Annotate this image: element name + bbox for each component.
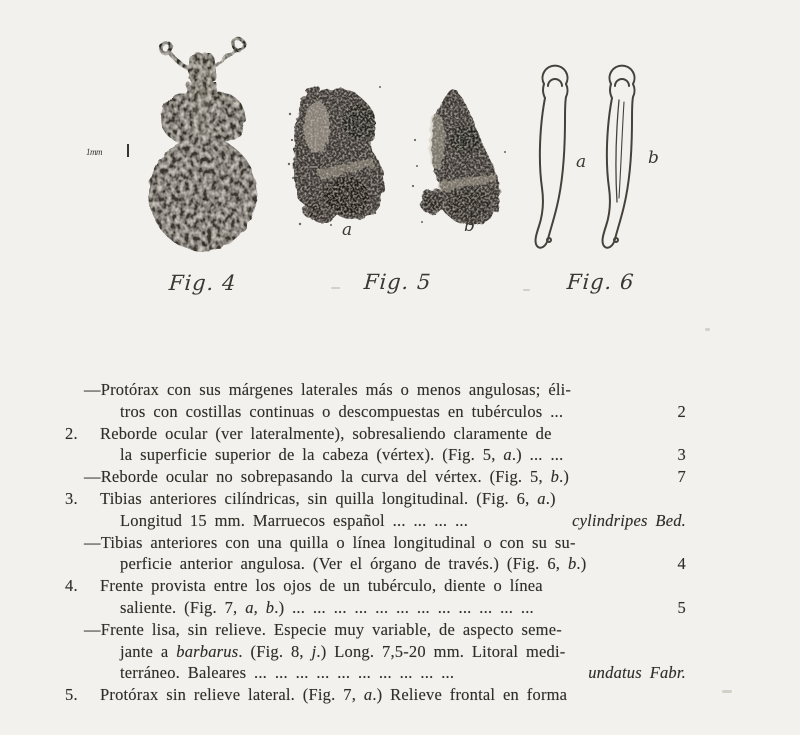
key-item-number: 4. — [65, 576, 78, 596]
key-line — [62, 510, 688, 532]
scale-label: 1mm — [86, 147, 102, 157]
key-line — [62, 597, 688, 619]
fig5-part-label-b: b — [464, 216, 475, 236]
key-line-text: Protórax sin relieve lateral. (Fig. 7, a.) Relieve frontal en forma — [100, 685, 568, 705]
scan-speck — [331, 287, 340, 289]
key-result: cylindripes Bed. — [572, 510, 686, 530]
key-item-number: 5. — [65, 685, 78, 705]
key-line-text: tros con costillas continuas o descompuestas en tubérculos ... — [120, 401, 564, 421]
fig5-caption: Fig. 5 — [363, 270, 433, 294]
tibia-a-outline — [536, 66, 568, 248]
key-item-number: 3. — [65, 488, 78, 508]
fig6-tibiae-illustration — [523, 52, 738, 252]
scan-speck — [722, 690, 732, 693]
key-line-text: —Protórax con sus márgenes laterales más o menos angulosas; éli- — [84, 380, 572, 399]
fig6-part-label-b: b — [648, 148, 659, 168]
key-result: 3 — [677, 445, 686, 465]
key-line-text: la superficie superior de la cabeza (vértex). (Fig. 5, a.) ... ... — [120, 445, 564, 465]
key-result: 4 — [677, 554, 686, 574]
fig4-caption: Fig. 4 — [168, 271, 238, 295]
key-line — [62, 575, 688, 597]
key-line — [62, 553, 688, 575]
key-line — [62, 444, 688, 466]
scan-speck — [705, 328, 710, 331]
key-line-text: —Reborde ocular no sobrepasando la curva del vértex. (Fig. 5, b.) — [84, 467, 570, 487]
key-item-number: 2. — [65, 423, 78, 443]
key-result: undatus Fabr. — [588, 663, 686, 683]
key-line — [62, 532, 688, 554]
head-profile-b — [420, 90, 500, 225]
fig5-part-label-a: a — [342, 220, 353, 240]
key-line — [62, 379, 688, 401]
key-line — [62, 401, 688, 423]
key-line-text: jante a barbarus. (Fig. 8, j.) Long. 7,5-20 mm. Litoral medi- — [120, 641, 566, 661]
fig6-caption: Fig. 6 — [566, 270, 636, 294]
head-profile-a — [294, 86, 385, 223]
key-line — [62, 466, 688, 488]
key-line-text: perficie anterior angulosa. (Ver el órgano de través.) (Fig. 6, b.) — [120, 554, 587, 574]
identification-key — [62, 379, 688, 706]
key-line-text: Longitud 15 mm. Marruecos español ... ... ... ... — [120, 510, 469, 530]
key-line — [62, 641, 688, 663]
key-result: 2 — [677, 401, 686, 421]
key-line-text: Tibias anteriores cilíndricas, sin quilla longitudinal. (Fig. 6, a.) — [100, 488, 556, 508]
key-line-text: —Frente lisa, sin relieve. Especie muy variable, de aspecto seme- — [84, 619, 562, 639]
fig5-head-profiles-illustration — [287, 82, 512, 227]
scale-tick-mark — [127, 144, 129, 157]
key-line-text: Reborde ocular (ver lateralmente), sobresaliendo claramente de — [100, 423, 552, 443]
beetle-body — [149, 40, 257, 252]
key-line-text: —Tibias anteriores con una quilla o línea longitudinal o con su su- — [84, 532, 576, 552]
key-line — [62, 684, 688, 706]
key-line — [62, 662, 688, 684]
key-line — [62, 423, 688, 445]
key-line-text: terráneo. Baleares ... ... ... ... ... ... ... ... ... ... — [120, 663, 455, 683]
key-line — [62, 488, 688, 510]
key-result: 5 — [677, 597, 686, 617]
key-result: 7 — [677, 467, 686, 487]
key-line-text: Frente provista entre los ojos de un tubérculo, diente o línea — [100, 576, 543, 596]
scan-speck — [523, 289, 530, 291]
fig6-part-label-a: a — [576, 152, 587, 172]
key-line — [62, 619, 688, 641]
key-line-text: saliente. (Fig. 7, a, b.) ... ... ... ... ... ... ... ... ... ... ... ... — [120, 597, 534, 617]
fig4-beetle-illustration — [144, 30, 268, 275]
tibia-b-outline — [603, 66, 635, 248]
